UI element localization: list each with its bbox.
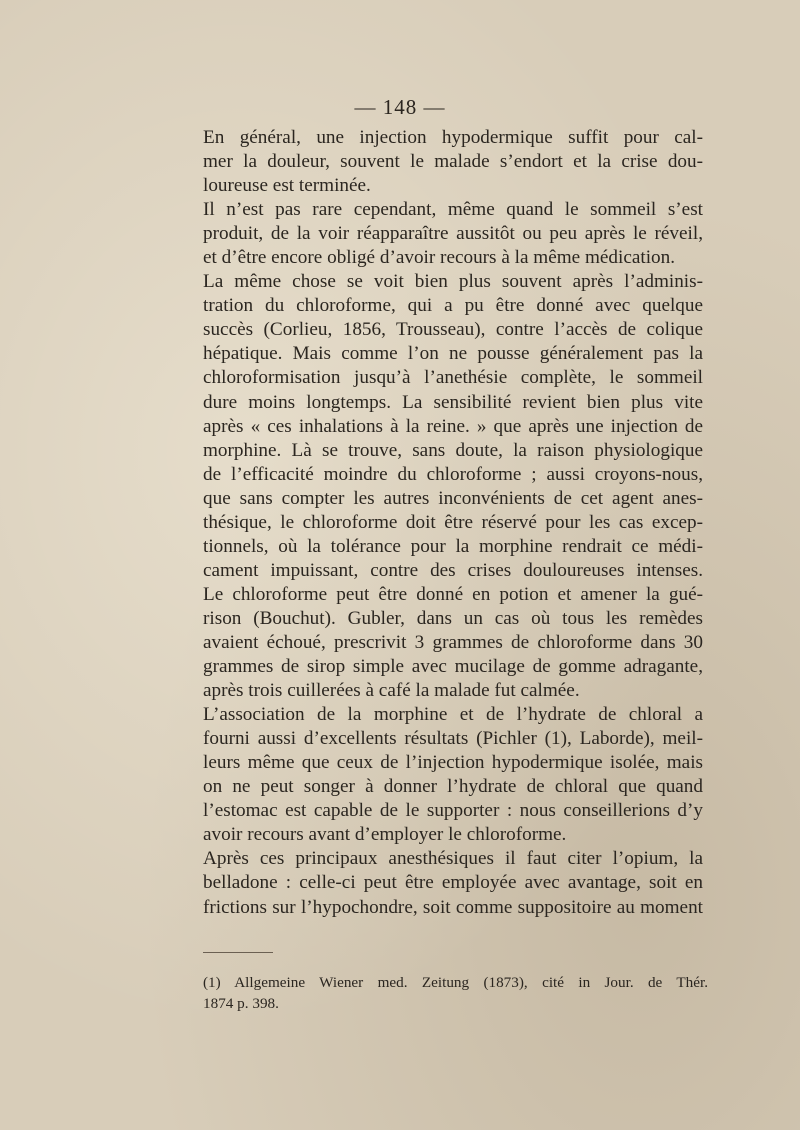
text-line: tionnels, où la tolérance pour la morphine rendrait ce médi- — [203, 535, 703, 557]
text-line: L’association de la morphine et de l’hydrate de chloral a — [203, 704, 703, 726]
text-line: loureuse est terminée. — [203, 175, 371, 197]
footnote-line: (1) Allgemeine Wiener med. Zeitung (1873), cité in Jour. de Thér. — [203, 974, 708, 991]
text-line: cament impuissant, contre des crises douloureuses intenses. — [203, 559, 703, 581]
text-line: que sans compter les autres inconvénients de cet agent anes- — [203, 487, 703, 509]
text-line: mer la douleur, souvent le malade s’endort et la crise dou- — [203, 151, 703, 173]
text-line: produit, de la voir réapparaître aussitôt ou peu après le réveil, — [203, 223, 703, 245]
text-line: morphine. Là se trouve, sans doute, la raison physiologique — [203, 439, 703, 461]
text-line: avoir recours avant d’employer le chloroforme. — [203, 824, 567, 846]
text-line: tration du chloroforme, qui a pu être donné avec quelque — [203, 295, 703, 317]
text-line: succès (Corlieu, 1856, Trousseau), contre l’accès de colique — [203, 319, 703, 341]
text-line: chloroformisation jusqu’à l’anethésie complète, le sommeil — [203, 367, 703, 389]
text-line: En général, une injection hypodermique suffit pour cal- — [203, 127, 703, 148]
text-line: on ne peut songer à donner l’hydrate de chloral que quand — [203, 776, 703, 798]
page-number: — 148 — — [354, 95, 446, 119]
text-line: et d’être encore obligé d’avoir recours à la même médication. — [203, 247, 676, 269]
text-line: thésique, le chloroforme doit être réservé pour les cas excep- — [203, 511, 703, 533]
text-line: après « ces inhalations à la reine. » que après une injection de — [203, 415, 703, 437]
text-line: La même chose se voit bien plus souvent après l’adminis- — [203, 271, 703, 293]
text-line: leurs même que ceux de l’injection hypodermique isolée, mais — [203, 752, 703, 774]
text-line: hépatique. Mais comme l’on ne pousse généralement pas la — [203, 343, 703, 365]
text-line: rison (Bouchut). Gubler, dans un cas où tous les remèdes — [203, 607, 703, 629]
text-line: grammes de sirop simple avec mucilage de gomme adragante, — [203, 656, 703, 678]
footnote-rule — [203, 952, 273, 953]
text-line: fourni aussi d’excellents résultats (Pichler (1), Laborde), meil- — [203, 728, 703, 750]
body-text — [203, 126, 703, 920]
text-line: Le chloroforme peut être donné en potion et amener la gué- — [203, 583, 703, 605]
text-line: dure moins longtemps. La sensibilité revient bien plus vite — [203, 391, 703, 413]
text-line: après trois cuillerées à café la malade fut calmée. — [203, 680, 580, 702]
text-line: l’estomac est capable de le supporter : nous conseillerions d’y — [203, 800, 703, 822]
text-line: avaient échoué, prescrivit 3 grammes de chloroforme dans 30 — [203, 631, 703, 653]
text-line: Il n’est pas rare cependant, même quand le sommeil s’est — [203, 199, 703, 221]
footnote — [203, 972, 708, 1014]
text-line: belladone : celle-ci peut être employée avec avantage, soit en — [203, 872, 703, 894]
text-line: de l’efficacité moindre du chloroforme ; aussi croyons-nous, — [203, 463, 703, 485]
text-line: Après ces principaux anesthésiques il faut citer l’opium, la — [203, 848, 703, 870]
text-line: frictions sur l’hypochondre, soit comme suppositoire au moment — [203, 896, 703, 918]
footnote-line: 1874 p. 398. — [203, 995, 279, 1012]
